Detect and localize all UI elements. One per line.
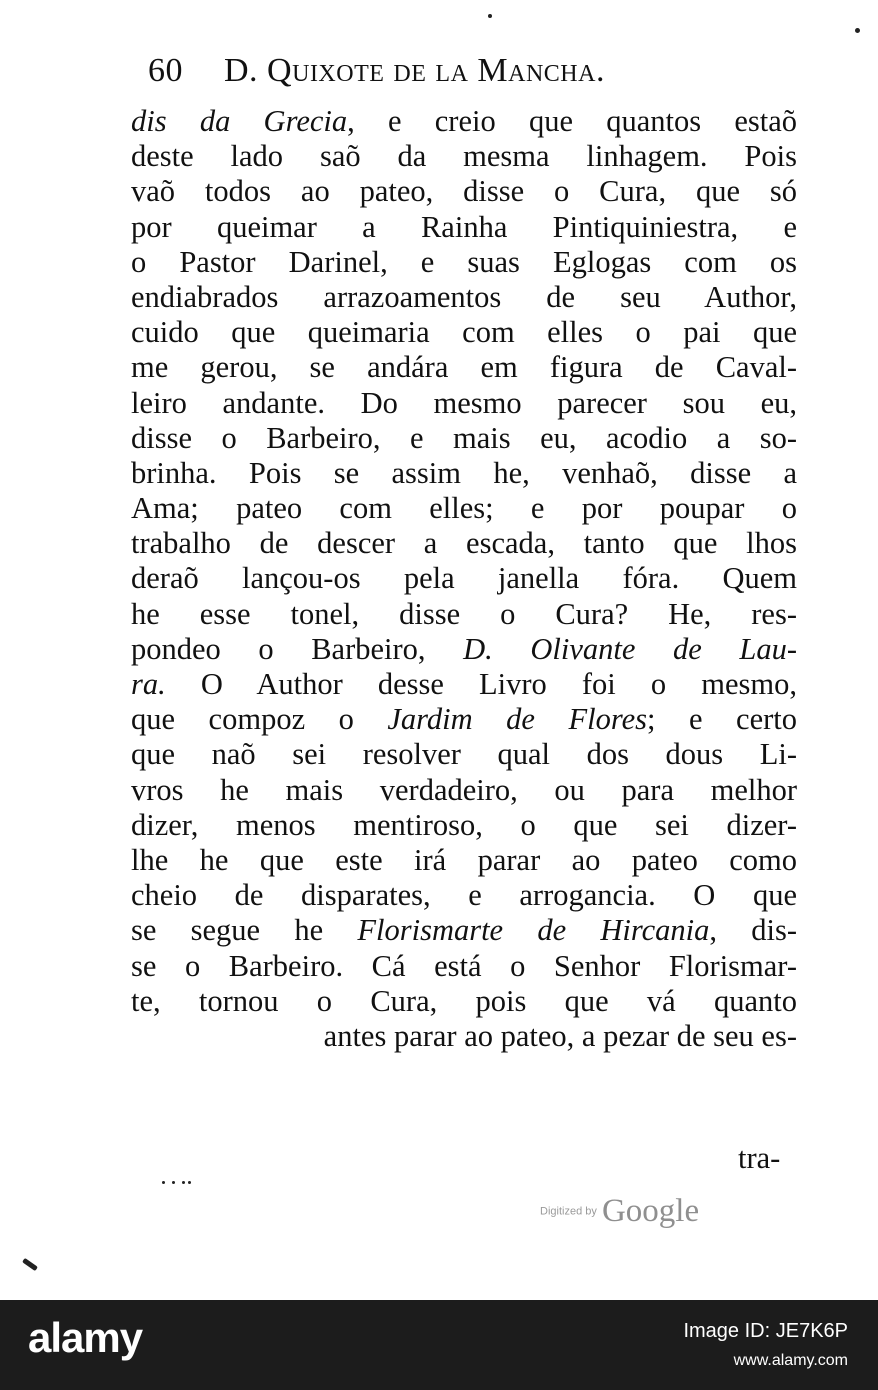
text-run: , e creio que quantos estaõ bbox=[347, 104, 797, 138]
site-url-text[interactable]: www.alamy.com bbox=[733, 1352, 848, 1369]
text-run: deste lado saõ da mesma linhagem. Pois bbox=[131, 139, 797, 174]
text-run: O Author desse Livro foi o mesmo, bbox=[165, 667, 797, 701]
text-line bbox=[131, 1019, 797, 1054]
text-run: ; e certo bbox=[647, 702, 798, 737]
text-run: pondeo o Barbeiro, bbox=[131, 631, 464, 666]
ink-speck bbox=[188, 1181, 191, 1184]
text-run: , dis- bbox=[709, 913, 797, 948]
text-line bbox=[131, 104, 797, 139]
text-run: vros he mais verdadeiro, ou para melhor bbox=[131, 772, 797, 807]
text-run: leiro andante. Do mesmo parecer sou eu, bbox=[131, 385, 797, 420]
italic-title: D. Olivante de Lau- bbox=[463, 631, 797, 666]
text-line bbox=[131, 737, 797, 772]
body-text bbox=[131, 104, 797, 1054]
text-run: endiabrados arrazoamentos de seu Author, bbox=[131, 279, 797, 314]
text-line bbox=[131, 421, 797, 456]
text-run: antes parar ao pateo, a pezar de seu es- bbox=[323, 1018, 797, 1053]
italic-title: ra. bbox=[131, 667, 166, 701]
text-line bbox=[131, 315, 797, 350]
text-line bbox=[131, 174, 797, 209]
page-number: 60 bbox=[148, 52, 183, 89]
text-run: disse o Barbeiro, e mais eu, acodio a so- bbox=[131, 420, 797, 455]
text-line bbox=[131, 597, 797, 632]
text-line bbox=[131, 245, 797, 280]
text-run: he esse tonel, disse o Cura? He, res- bbox=[131, 596, 797, 631]
italic-title: dis da Grecia bbox=[131, 104, 348, 138]
text-line bbox=[131, 913, 797, 948]
text-run: me gerou, se andára em figura de Caval- bbox=[131, 350, 797, 385]
text-line bbox=[131, 491, 797, 526]
text-run: te, tornou o Cura, pois que vá quanto bbox=[131, 983, 797, 1018]
text-run: que naõ sei resolver qual dos dous Li- bbox=[131, 737, 797, 772]
digitized-watermark bbox=[540, 1193, 730, 1233]
text-line bbox=[131, 526, 797, 561]
catchword: tra- bbox=[738, 1141, 781, 1175]
text-run: vaõ todos ao pateo, disse o Cura, que só bbox=[131, 174, 797, 209]
italic-title: Florismarte de Hircania bbox=[357, 913, 710, 948]
text-run: brinha. Pois se assim he, venhaõ, disse a bbox=[131, 455, 797, 490]
text-line bbox=[131, 210, 797, 245]
text-line bbox=[131, 350, 797, 385]
text-run: dizer, menos mentiroso, o que sei dizer- bbox=[131, 807, 797, 842]
image-id-text: Image ID: JE7K6P bbox=[683, 1320, 848, 1342]
text-run: Ama; pateo com elles; e por poupar o bbox=[131, 491, 797, 526]
text-line bbox=[131, 280, 797, 315]
text-line bbox=[131, 808, 797, 843]
ink-speck bbox=[182, 1181, 185, 1184]
ink-speck bbox=[488, 14, 492, 18]
alamy-logo: alamy bbox=[28, 1314, 143, 1361]
italic-title: Jardim de Flores bbox=[387, 702, 647, 737]
text-line bbox=[131, 386, 797, 421]
text-run: o Pastor Darinel, e suas Eglogas com os bbox=[131, 244, 797, 279]
text-line bbox=[131, 667, 797, 702]
watermark-small-text: Digitized by bbox=[540, 1205, 597, 1218]
text-line bbox=[131, 702, 797, 737]
ink-speck bbox=[855, 28, 860, 33]
text-run: lhe he que este irá parar ao pateo como bbox=[131, 842, 797, 877]
text-run: deraõ lançou-os pela janella fóra. Quem bbox=[131, 561, 797, 596]
text-run: se segue he bbox=[131, 913, 358, 948]
text-line bbox=[131, 773, 797, 808]
text-line bbox=[131, 843, 797, 878]
ink-speck bbox=[172, 1181, 175, 1184]
text-line bbox=[131, 139, 797, 174]
text-line bbox=[131, 878, 797, 913]
text-line bbox=[131, 456, 797, 491]
text-line bbox=[131, 984, 797, 1019]
page-header bbox=[148, 52, 728, 98]
text-run: cheio de disparates, e arrogancia. O que bbox=[131, 878, 797, 913]
ink-speck bbox=[22, 1258, 38, 1271]
stock-footer-bar bbox=[0, 1300, 878, 1390]
text-line bbox=[131, 632, 797, 667]
text-run: se o Barbeiro. Cá está o Senhor Florismar- bbox=[131, 948, 797, 983]
text-run: por queimar a Rainha Pintiquiniestra, e bbox=[131, 209, 797, 244]
text-line bbox=[131, 561, 797, 596]
ink-speck bbox=[162, 1181, 165, 1184]
text-run: trabalho de descer a escada, tanto que lhos bbox=[131, 526, 797, 561]
text-run: que compoz o bbox=[131, 702, 388, 737]
watermark-google-text: Google bbox=[601, 1193, 700, 1229]
text-run: cuido que queimaria com elles o pai que bbox=[131, 315, 797, 350]
running-title: D. Quixote de la Mancha. bbox=[224, 52, 605, 89]
text-line bbox=[131, 949, 797, 984]
